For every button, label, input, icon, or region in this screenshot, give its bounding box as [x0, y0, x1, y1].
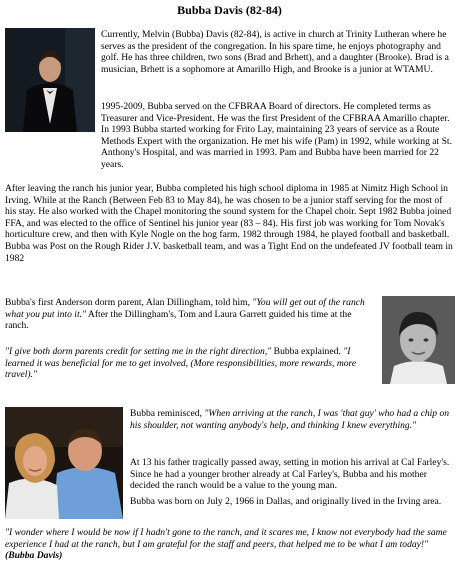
paragraph-current-life: Currently, Melvin (Bubba) Davis (82-84), is active in church at Trinity Lutheran where he serves as the president of the congregation. In his spare time, he enjoys photography and golf. He has three children, two sons (Brad and Brhett), and a daughter (Brooke). Brad is a musician, Brhett is a sophomore at Amarillo High, and Brooke is a junior at WTAMU.: [101, 29, 449, 75]
dorm-parent-end: After the Dillingham's, Tom and Laura Garrett guided his time at the ranch.: [5, 308, 352, 332]
reminisced-text: Bubba reminisced,: [130, 408, 205, 419]
page-title: Bubba Davis (82-84): [177, 3, 282, 17]
credit-quote: "I give both dorm parents credit for setting me in the right direction,": [5, 346, 272, 357]
paragraph-birth: Bubba was born on July 2, 1966 in Dallas, and originally lived in the Irving area.: [130, 496, 442, 507]
paragraph-credit-quote: [5, 346, 377, 381]
credit-mid: Bubba explained.: [271, 346, 344, 357]
closing-attribution: (Bubba Davis): [5, 550, 63, 562]
paragraph-closing-quote: [5, 527, 454, 562]
dorm-parent-quote: "You will get out of the ranch what you put into it.": [5, 297, 365, 320]
couple-photo: [5, 407, 123, 519]
paragraph-cfbraa-service: 1995-2009, Bubba served on the CFBRAA Board of directors. He completed terms as Treasurer and Vice-President. He was the first President of the CFBRAA Amarillo chapter. In 1993 Bubba started working for Frito Lay, maintaining 23 years of service as a Route Methods Expert with the organization. He met his wife (Pam) in 1992, while working at St. Anthony's Hospital, and was married in 1993. Pam and Bubba have been married for 22 years.: [101, 101, 453, 170]
tuxedo-photo: [5, 28, 95, 132]
paragraph-ranch-years: After leaving the ranch his junior year, Bubba completed his high school diploma in 1985 at Nimitz High School in Irving. While at the Ranch (Between Feb 83 to May 84), he was chosen to be a junior staff serving for the most of his stay. He also worked with the Chapel monitoring the sound system for the Chapel choir. Sept 1982 Bubba joined FFA, and was elected to the office of Sentinel his junior year (83 – 84). His first job was working for Tom Novak's horticulture crew, and then with Kyle Nogle on the hog farm. 1982 through 1984, he played football and basketball. Bubba was Post on the Rough Rider J.V. basketball team, and was a Tight End on the undefeated JV football team in 1982: [5, 183, 453, 264]
closing-quote: "I wonder where I would be now if I hadn't gone to the ranch, and it scares me, I know not everybody had the same experience I had at the ranch, but I am grateful for the staff and peers, that helped me to be what I am today!": [5, 527, 447, 550]
paragraph-father: At 13 his father tragically passed away, setting in motion his arrival at Cal Farley's. Since he had a younger brother already at Cal Farley's, Bubba and his mother decided the ranch would be a value to the young man.: [130, 457, 450, 492]
dorm-parent-text: Bubba's first Anderson dorm parent, Alan Dillingham, told him,: [5, 297, 253, 308]
credit-quote-2: "I learned it was beneficial for me to get involved, (More responsibilities, more rewards, more travel).": [5, 346, 357, 381]
reminisced-quote: "When arriving at the ranch, I was 'that guy' who had a chip on his shoulder, not wanting anybody's help, and thinking I knew everything.": [130, 408, 450, 431]
paragraph-dorm-parents: [5, 297, 377, 332]
paragraph-reminisced: [130, 408, 454, 431]
portrait-photo: [382, 296, 455, 384]
